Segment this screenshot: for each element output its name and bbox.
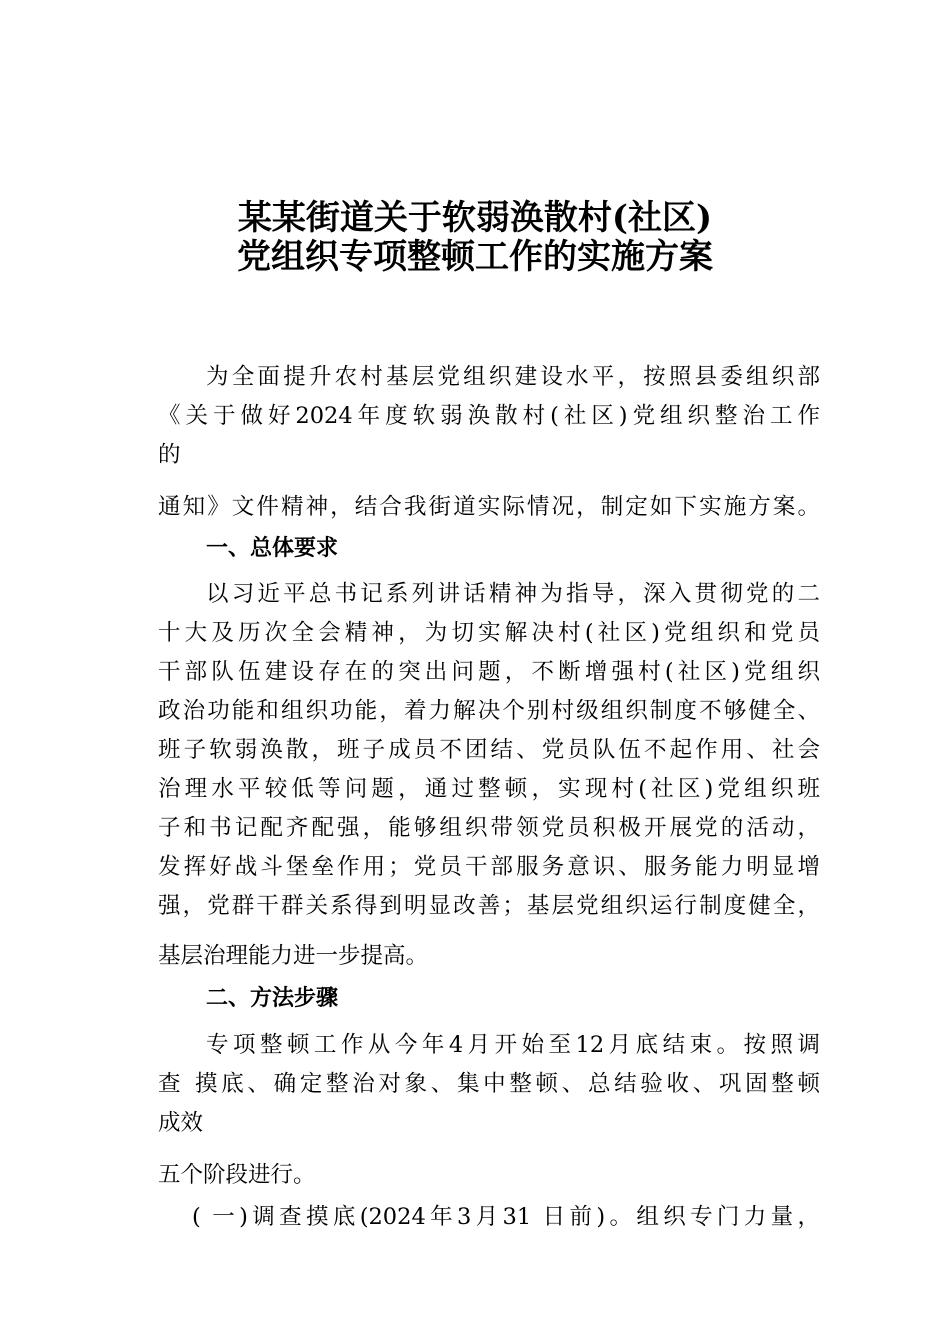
section-2-line-5: ( 一)调查摸底(2024年3月31 日前)。组织专门力量， bbox=[192, 1204, 820, 1230]
section-1-line-3: 干部队伍建设存在的突出问题，不断增强村(社区)党组织 bbox=[158, 659, 820, 685]
document-title-line-2: 党组织专项整顿工作的实施方案 bbox=[237, 237, 713, 277]
section-1-heading: 一、总体要求 bbox=[206, 536, 339, 561]
section-1-line-2: 十大及历次全会精神，为切实解决村(社区)党组织和党员 bbox=[158, 620, 820, 646]
section-2-line-2: 查 摸底、确定整治对象、集中整顿、总结验收、巩固整顿 bbox=[158, 1071, 820, 1097]
section-2-line-3: 成效 bbox=[158, 1110, 204, 1136]
section-1-line-8: 发挥好战斗堡垒作用；党员干部服务意识、服务能力明显增 bbox=[158, 854, 820, 880]
intro-line-1: 为全面提升农村基层党组织建设水平，按照县委组织部 bbox=[206, 364, 820, 390]
section-2-heading: 二、方法步骤 bbox=[206, 986, 339, 1011]
intro-line-3: 的 bbox=[158, 442, 181, 468]
section-1-line-9: 强，党群干群关系得到明显改善；基层党组织运行制度健全， bbox=[158, 893, 820, 919]
section-2-line-1: 专项整顿工作从今年4月开始至12月底结束。按照调 bbox=[206, 1032, 820, 1058]
intro-line-2: 《关于做好2024年度软弱涣散村(社区)党组织整治工作 bbox=[158, 403, 820, 429]
section-1-line-6: 治理水平较低等问题，通过整顿，实现村(社区)党组织班 bbox=[158, 776, 820, 802]
section-1-line-1: 以习近平总书记系列讲话精神为指导，深入贯彻党的二 bbox=[206, 581, 820, 607]
section-1-line-5: 班子软弱涣散，班子成员不团结、党员队伍不起作用、社会 bbox=[158, 737, 820, 763]
section-1-line-7: 子和书记配齐配强，能够组织带领党员积极开展党的活动， bbox=[158, 815, 820, 841]
section-1-line-10: 基层治理能力进一步提高。 bbox=[158, 943, 429, 969]
section-1-line-4: 政治功能和组织功能，着力解决个别村级组织制度不够健全、 bbox=[158, 698, 820, 724]
section-2-line-4: 五个阶段进行。 bbox=[158, 1162, 316, 1188]
document-title-line-1: 某某街道关于软弱涣散村(社区) bbox=[237, 198, 713, 238]
intro-line-4: 通知》文件精神，结合我街道实际情况，制定如下实施方案。 bbox=[158, 494, 820, 520]
